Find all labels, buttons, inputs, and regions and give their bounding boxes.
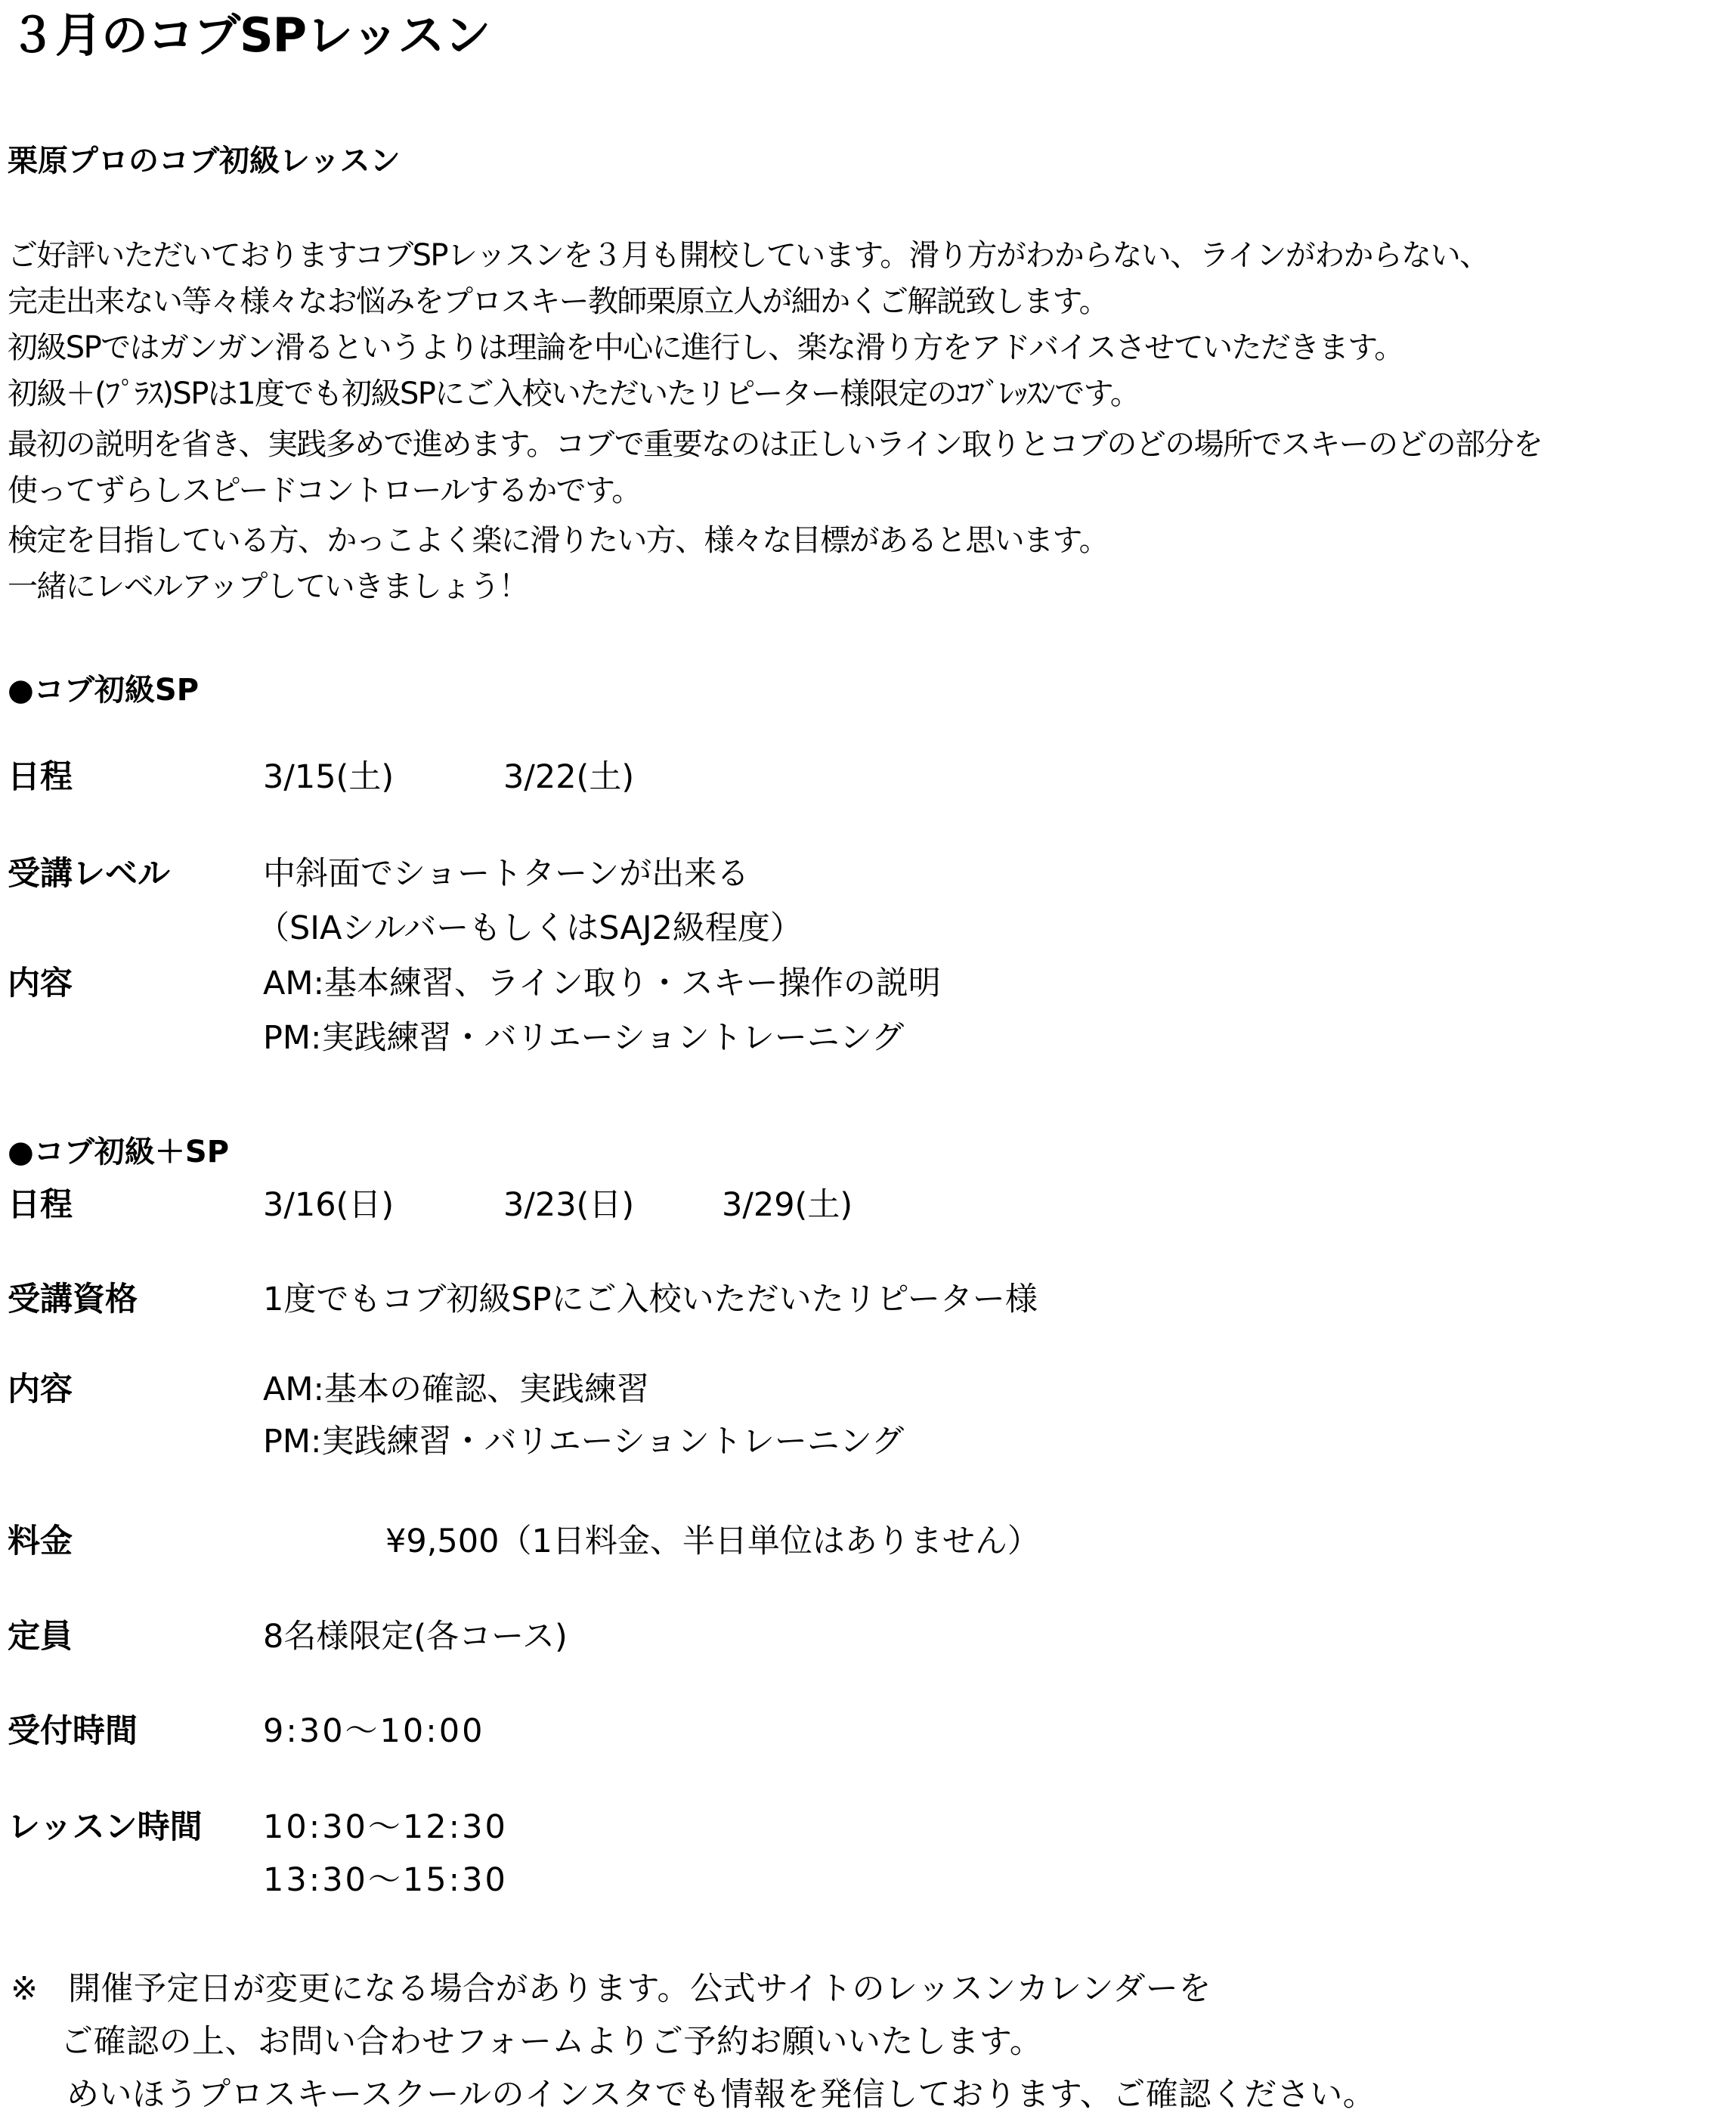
content-label: 内容 — [8, 965, 73, 1002]
capacity-value: 8名様限定(各コース) — [263, 1618, 568, 1656]
reception-value: 9:30〜10:00 — [263, 1712, 485, 1750]
lesson-time-label: レッスン時間 — [8, 1808, 203, 1846]
fee-label: 料金 — [8, 1523, 73, 1560]
page-subtitle: 栗原プロのコブ初級レッスン — [8, 144, 401, 178]
level-line: （SIAシルバーもしくはSAJ2級程度） — [257, 909, 803, 947]
content-line: PM:実践練習・バリエーショントレーニング — [263, 1019, 905, 1057]
page-title: ３月のコブSPレッスン — [9, 8, 490, 63]
intro-line: ご好評いただいておりますコブSPレッスンを３月も開校しています。滑り方がわからない、ラインがわからない、 — [8, 238, 1489, 273]
qualification-label: 受講資格 — [8, 1281, 138, 1318]
note-line: ご確認の上、お問い合わせフォームよりご予約お願いいたします。 — [60, 2023, 1043, 2061]
schedule-date: 3/15(土) — [263, 758, 395, 796]
note-mark: ※ — [11, 1970, 39, 2008]
intro-line: 検定を目指している方、かっこよく楽に滑りたい方、様々な目標があると思います。 — [8, 523, 1108, 558]
content-line: AM:基本練習、ライン取り・スキー操作の説明 — [263, 965, 941, 1002]
schedule-date: 3/23(日) — [503, 1186, 635, 1224]
course-heading: ●コブ初級SP — [8, 673, 200, 708]
lesson-time-value: 10:30〜12:30 — [263, 1808, 508, 1846]
intro-line: 使ってずらしスピードコントロールするかです。 — [8, 473, 641, 508]
lesson-time-value: 13:30〜15:30 — [263, 1861, 508, 1899]
intro-line: 初級SPではガンガン滑るというよりは理論を中心に進行し、楽な滑り方をアドバイスさせていただきます。 — [8, 330, 1403, 365]
schedule-label: 日程 — [8, 1186, 73, 1224]
schedule-date: 3/29(土) — [722, 1186, 853, 1224]
qualification-value: 1度でもコブ初級SPにご入校いただいたリピーター様 — [263, 1281, 1038, 1318]
content-label: 内容 — [8, 1371, 73, 1408]
level-label: 受講レベル — [8, 855, 170, 893]
intro-line: 最初の説明を省き、実践多めで進めます。コブで重要なのは正しいライン取りとコブのどの場所でスキーのどの部分を — [8, 427, 1543, 462]
note-line: めいほうプロスキースクールのインスタでも情報を発信しております、ご確認ください。 — [67, 2076, 1376, 2114]
capacity-label: 定員 — [8, 1618, 73, 1656]
fee-value: ¥9,500（1日料金、半日単位はありません） — [385, 1523, 1040, 1560]
course-heading: ●コブ初級＋SP — [8, 1135, 230, 1169]
content-line: PM:実践練習・バリエーショントレーニング — [263, 1423, 905, 1461]
intro-line: 初級＋(ﾌﾟﾗｽ)SPは1度でも初級SPにご入校いただいたリピーター様限定のｺﾌﾞﾚｯｽﾝです。 — [8, 376, 1140, 411]
intro-line: 一緒にレベルアップしていきましょう！ — [8, 569, 528, 604]
schedule-label: 日程 — [8, 758, 73, 796]
reception-label: 受付時間 — [8, 1712, 138, 1750]
schedule-date: 3/16(日) — [263, 1186, 395, 1224]
content-line: AM:基本の確認、実践練習 — [263, 1371, 650, 1408]
intro-line: 完走出来ない等々様々なお悩みをプロスキー教師栗原立人が細かくご解説致します。 — [8, 284, 1108, 319]
level-line: 中斜面でショートターンが出来る — [263, 855, 750, 893]
note-line: 開催予定日が変更になる場合があります。公式サイトのレッスンカレンダーを — [68, 1970, 1211, 2008]
schedule-date: 3/22(土) — [503, 758, 635, 796]
